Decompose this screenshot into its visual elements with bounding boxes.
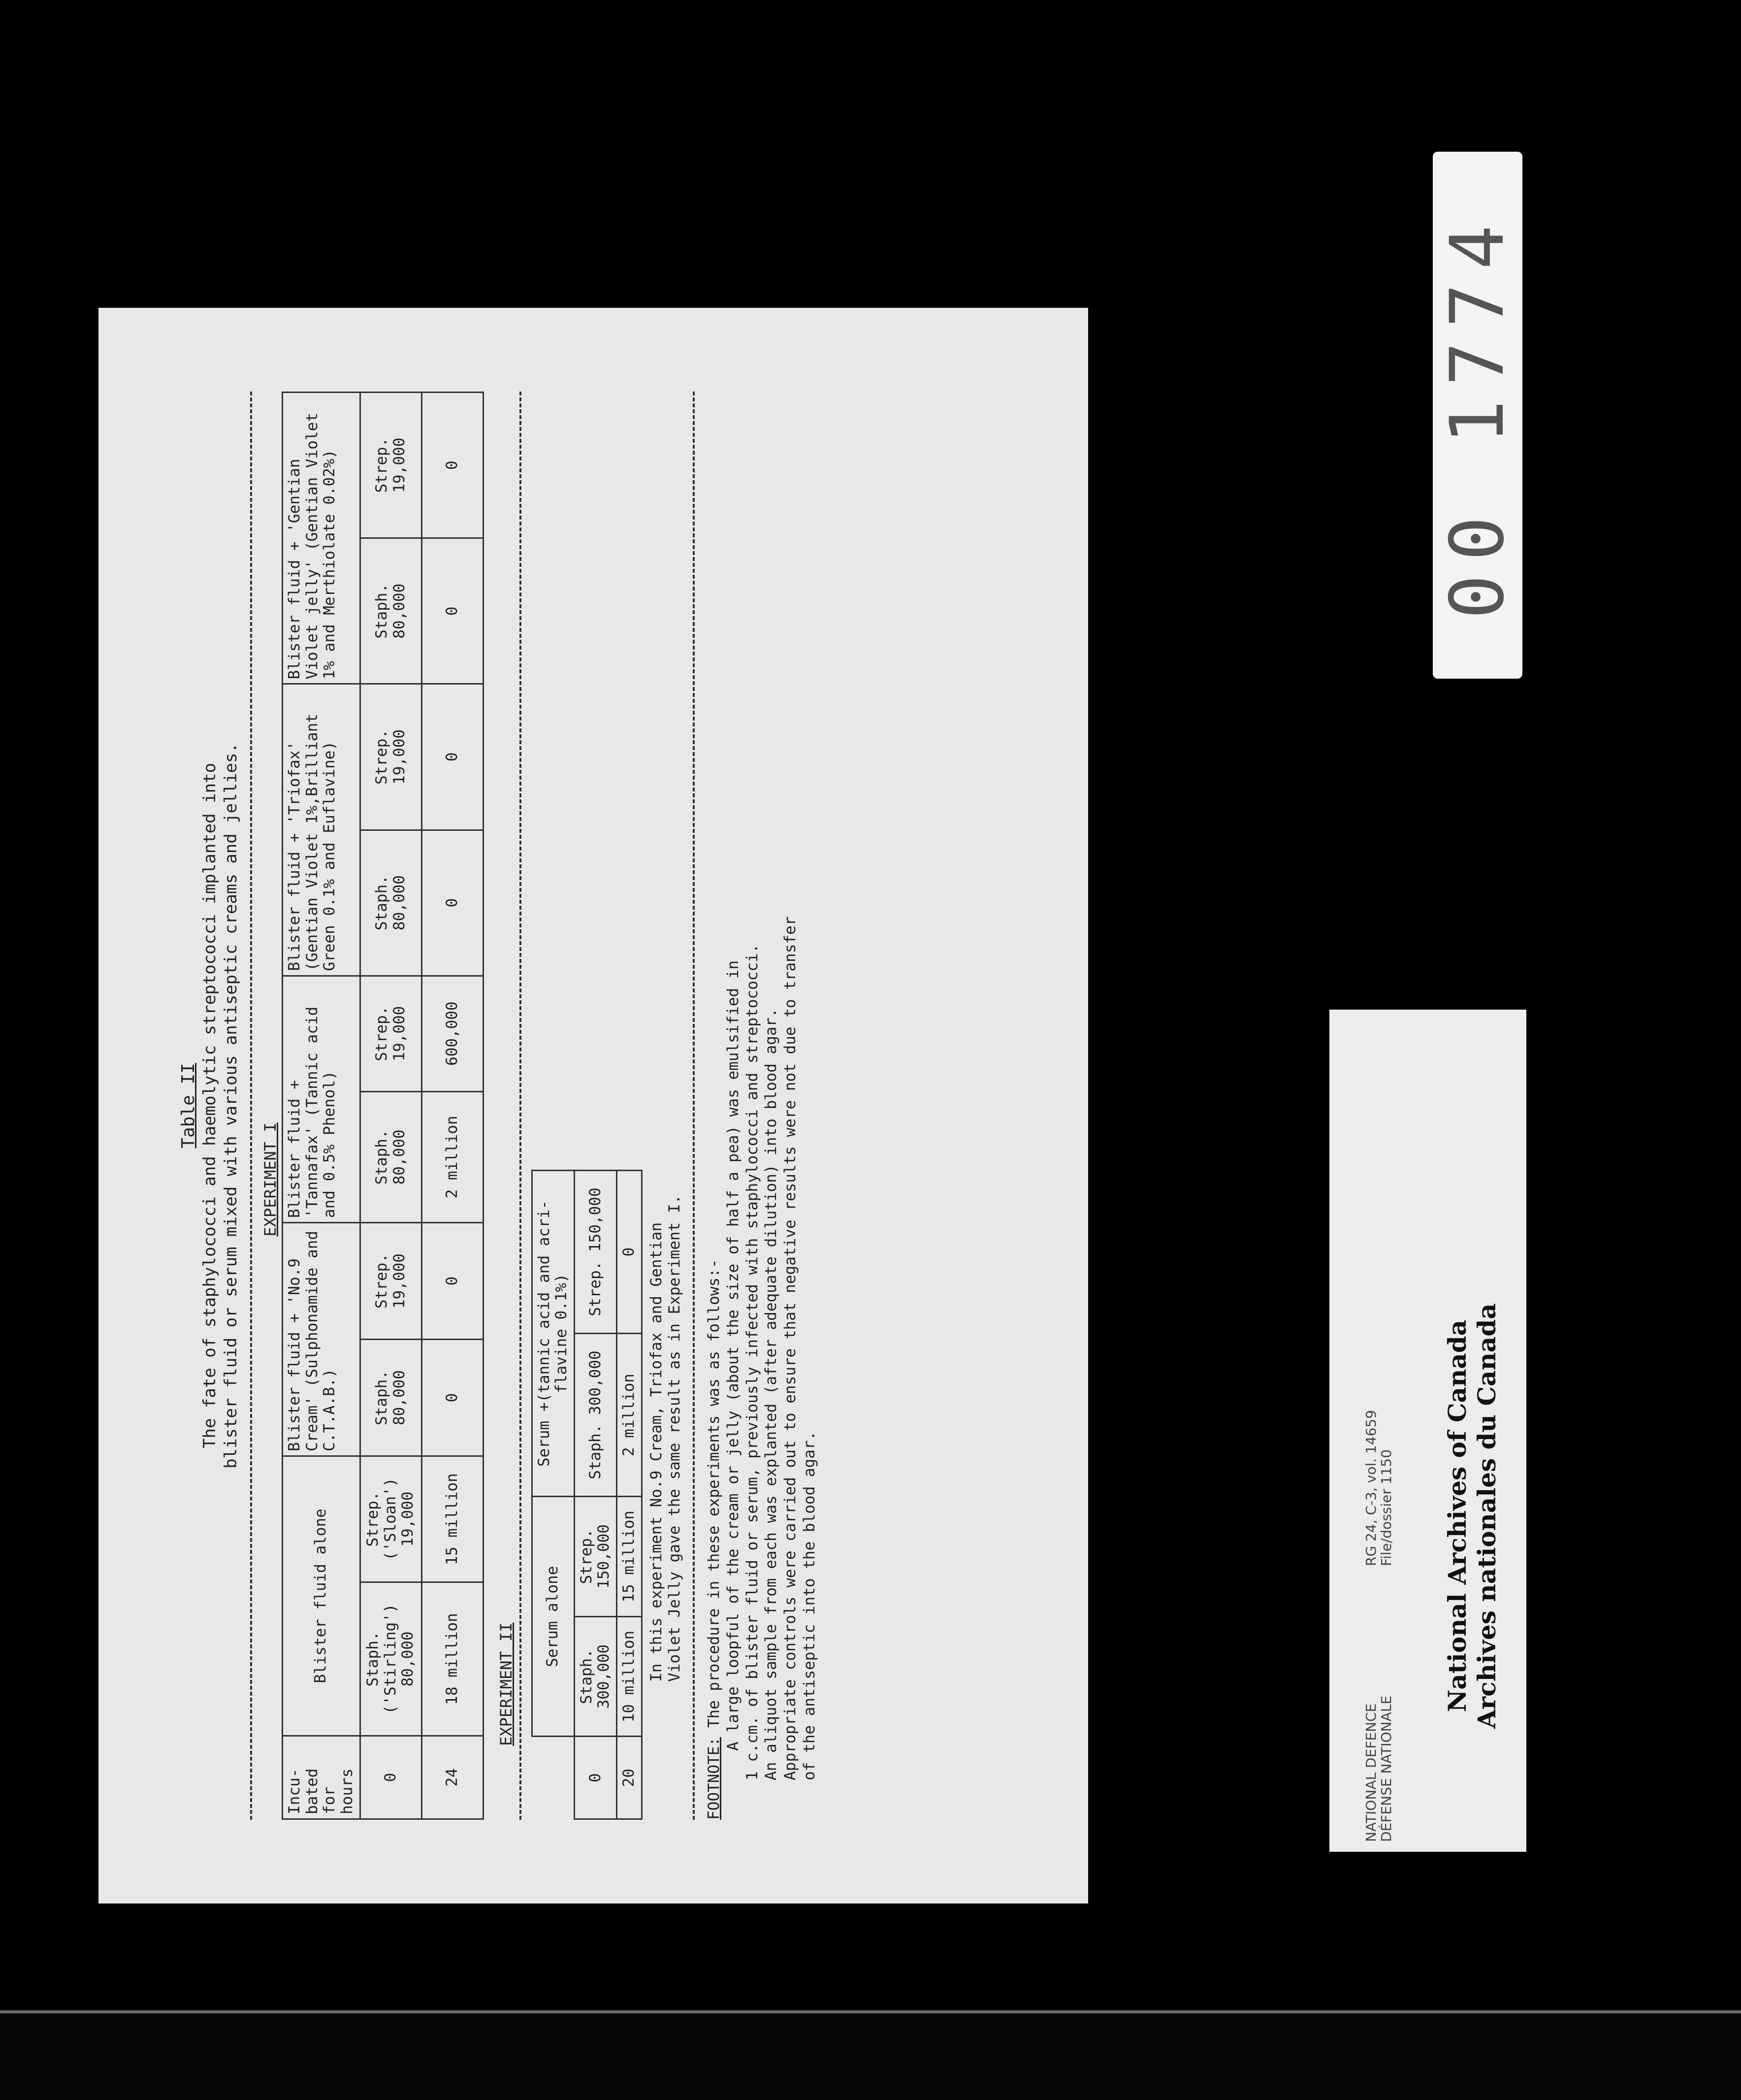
archives-en: National Archives of Canada [1443, 1319, 1472, 1712]
table-cell: 0 [617, 1171, 642, 1334]
sub-strep-sloan: Strep. ('Sloan') 19,000 [360, 1456, 421, 1582]
film-bottom-band [0, 2013, 1741, 2100]
sub-staph-cell: Staph. 300,000 [574, 1616, 616, 1737]
experiment-1-header-row [283, 393, 360, 1819]
table-cell: 0 [421, 830, 483, 976]
table-cell: 0 [421, 393, 483, 538]
col-serum-alone: Serum alone [532, 1497, 574, 1737]
table-cell: 2 million [421, 1091, 483, 1222]
document-page [98, 308, 1088, 1903]
table-cell [360, 538, 421, 684]
col-serum-tannic: Serum +(tannic acid and acri-flavine 0.1%) [532, 1171, 574, 1497]
col-gentian-violet: Blister fluid + 'Gentian Violet jelly' (Gentian Violet 1% and Merthiolate 0.02%) [283, 393, 360, 684]
sub-staph-stirling: Staph. ('Stirling') 80,000 [360, 1582, 421, 1736]
caption-line-2: blister fluid or serum mixed with various antiseptic creams and jellies. [221, 743, 241, 1469]
experiment-2-note: In this experiment No.9 Cream, Triofax and Gentian Violet Jelly gave the same result as in Experiment I. [647, 1194, 683, 1682]
experiment-1-table [282, 392, 484, 1820]
hours-cell: 24 [421, 1736, 483, 1819]
dashed-rule-top [250, 392, 252, 1820]
footnote-line-4: An aliquot sample from each was explanted (after adequate dilution) into blood agar. [762, 1008, 780, 1780]
experiment-1-label: EXPERIMENT I [261, 1122, 280, 1237]
frame-number-strip [1433, 152, 1522, 679]
table-cell [360, 830, 421, 976]
reference-text [1364, 1410, 1394, 1566]
defense-nationale: DÉFENSE NATIONALE [1378, 1695, 1394, 1842]
archives-fr: Archives nationales du Canada [1472, 1303, 1501, 1729]
footnote-line-1: The procedure in these experiments was as follows:- [705, 1259, 723, 1728]
table-cell [360, 976, 421, 1091]
table-cell [360, 684, 421, 830]
cell-value: 19,000 [390, 437, 408, 493]
experiment-2-label: EXPERIMENT II [496, 1622, 516, 1746]
table-cell: 0 [421, 684, 483, 830]
national-defence: NATIONAL DEFENCE [1363, 1703, 1379, 1842]
table-cell [360, 1340, 421, 1456]
table-cell: 0 [421, 1223, 483, 1340]
table-title: Table II [178, 1063, 198, 1148]
col-incubated-hours: Incu-bated for hours [283, 1736, 360, 1819]
table-cell: 600,000 [421, 976, 483, 1091]
experiment-2-area [497, 392, 695, 1820]
table-cell: 10 million [617, 1616, 642, 1737]
rg-reference: RG 24, C-3, vol. 14659 [1363, 1410, 1379, 1566]
sub-staph-label: Staph. [372, 1129, 390, 1185]
table-cell: 18 million [421, 1582, 483, 1736]
sub-staph-label: Staph. [372, 583, 390, 639]
table-row [574, 1171, 616, 1819]
footnote-line-5: Appropriate controls were carried out to ensure that negative results were not due to transfer [781, 916, 800, 1780]
file-reference: File/dossier 1150 [1378, 1449, 1394, 1566]
archive-label [1329, 1010, 1526, 1852]
department-text [1364, 1696, 1394, 1842]
cell-value: 80,000 [390, 875, 408, 931]
col-tannafax: Blister fluid + 'Tannafax' (Tannic acid and 0.5% Phenol) [283, 976, 360, 1222]
table-cell: 15 million [421, 1456, 483, 1582]
table-row [617, 1171, 642, 1819]
table-row [421, 393, 483, 1819]
table-cell: 15 million [617, 1497, 642, 1617]
sub-staph-cell: Staph. 300,000 [574, 1334, 616, 1497]
table-row [360, 393, 421, 1819]
dashed-rule-bottom [693, 392, 695, 1820]
col-triofax: Blister fluid + 'Triofax' (Gentian Violet 1%,Brilliant Green 0.1% and Euflavine) [283, 684, 360, 976]
title-block [177, 392, 241, 1820]
hours-cell: 20 [617, 1737, 642, 1819]
table-cell: 2 million [617, 1334, 642, 1497]
experiment-2-header-row [532, 1171, 574, 1819]
frame-number: 00 1774 [1435, 211, 1520, 620]
table-cell: 0 [421, 538, 483, 684]
sub-strep-label: Strep. [372, 729, 390, 785]
cell-value: 19,000 [390, 729, 408, 785]
footnote-label: FOOTNOTE: [705, 1737, 723, 1820]
sub-strep-label: Strep. [372, 1006, 390, 1061]
sub-staph-label: Staph. [372, 875, 390, 931]
footnote-line-6: of the antiseptic into the blood agar. [800, 1431, 818, 1780]
table-cell [360, 1223, 421, 1340]
experiment-2-table [531, 1170, 643, 1820]
cell-value: 80,000 [390, 1370, 408, 1426]
hours-cell: 0 [360, 1736, 421, 1819]
table-cell [360, 393, 421, 538]
footnote-line-3: 1 c.cm. of blister fluid or serum, previously infected with staphylococci and streptococci. [743, 944, 761, 1780]
archives-name [1443, 1303, 1502, 1729]
cell-value: 19,000 [390, 1253, 408, 1309]
cell-value: 80,000 [390, 1129, 408, 1185]
col-no9-cream: Blister fluid + 'No.9 Cream' (Sulphonamide and C.T.A.B.) [283, 1223, 360, 1456]
sub-staph-label: Staph. [372, 1370, 390, 1426]
cell-value: 19,000 [390, 1006, 408, 1061]
table-cell: 0 [421, 1340, 483, 1456]
sub-strep-cell: Strep. 150,000 [574, 1171, 616, 1334]
table-cell [360, 1091, 421, 1222]
footnote-line-2: A large loopful of the cream or jelly (about the size of half a pea) was emulsified in [724, 960, 742, 1751]
dashed-rule-middle [519, 392, 521, 1820]
archive-label-wrapper [1329, 1010, 1526, 1852]
caption-line-1: The fate of staphylococci and haemolytic streptococci implanted into [200, 763, 220, 1448]
sub-strep-label: Strep. [372, 1253, 390, 1309]
sub-strep-label: Strep. [372, 437, 390, 493]
hours-cell: 0 [574, 1737, 616, 1819]
footnote [705, 392, 819, 1820]
sub-strep-cell: Strep. 150,000 [574, 1497, 616, 1617]
blank-header [532, 1737, 574, 1819]
document-page-wrapper [98, 308, 1088, 1903]
cell-value: 80,000 [390, 583, 408, 639]
col-blister-alone: Blister fluid alone [283, 1456, 360, 1736]
